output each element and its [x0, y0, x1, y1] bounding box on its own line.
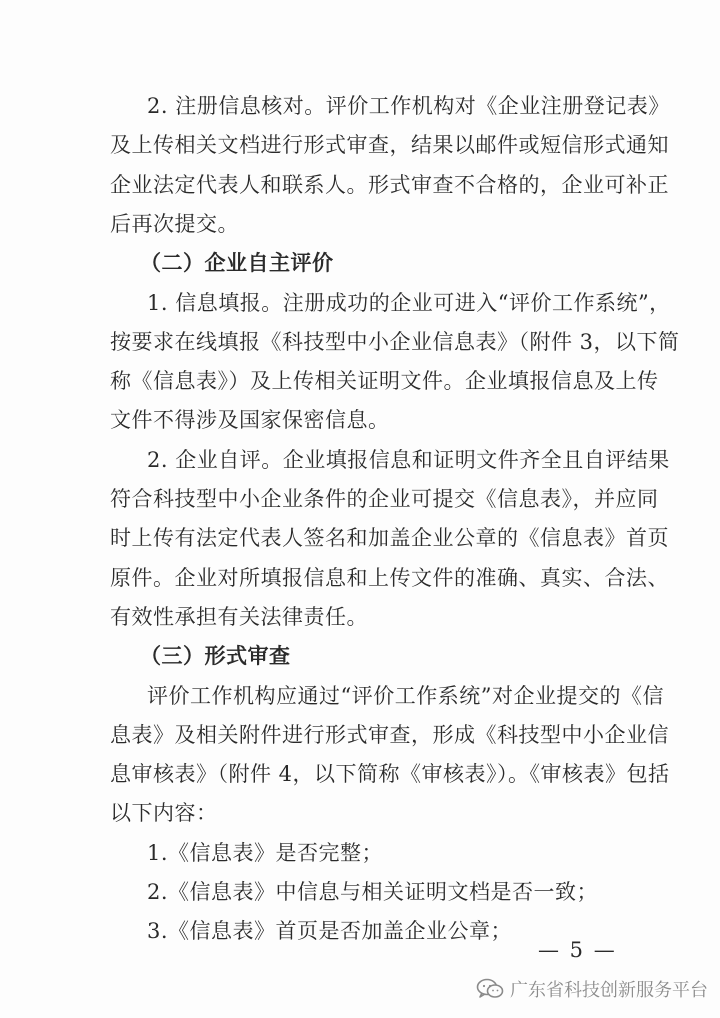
heading-text: （二）企业自主评价	[140, 250, 334, 275]
text-line: 原件。企业对所填报信息和上传文件的准确、真实、合法、	[110, 566, 669, 590]
text-line: 按要求在线填报《科技型中小企业信息表》（附件 3，以下简	[110, 330, 680, 354]
text-line: 1.《信息表》是否完整；	[147, 841, 384, 865]
text-line: 评价工作机构应通过“评价工作系统”对企业提交的《信	[147, 684, 664, 708]
page-number: — 5 —	[538, 938, 617, 962]
text-line: 1. 信息填报。注册成功的企业可进入“评价工作系统”，	[147, 291, 671, 315]
text-line: 有效性承担有关法律责任。	[110, 605, 368, 629]
text-line: 企业法定代表人和联系人。形式审查不合格的，企业可补正	[110, 173, 669, 197]
text-line: 时上传有法定代表人签名和加盖企业公章的《信息表》首页	[110, 526, 669, 550]
text-line: 2. 注册信息核对。评价工作机构对《企业注册登记表》	[147, 94, 670, 118]
text-line: 及上传相关文档进行形式审查，结果以邮件或短信形式通知	[110, 133, 669, 157]
text-line: 3.《信息表》首页是否加盖企业公章；	[147, 919, 513, 943]
text-line: 息审核表》（附件 4，以下简称《审核表》）。《审核表》包括	[110, 762, 670, 786]
text-line: 2.《信息表》中信息与相关证明文档是否一致；	[147, 880, 599, 904]
text-line: 以下内容：	[110, 801, 218, 825]
heading-text: （三）形式审查	[140, 643, 291, 668]
text-line: 文件不得涉及国家保密信息。	[110, 408, 390, 432]
text-line: 息表》及相关附件进行形式审查，形成《科技型中小企业信	[110, 723, 669, 747]
text-line: 后再次提交。	[110, 212, 239, 236]
watermark-text: 广东省科技创新服务平台	[510, 980, 708, 1001]
watermark	[476, 977, 708, 1001]
text-line: 2. 企业自评。企业填报信息和证明文件齐全且自评结果	[147, 448, 670, 472]
text-line: 符合科技型中小企业条件的企业可提交《信息表》，并应同	[110, 487, 659, 511]
wechat-icon	[476, 978, 504, 1000]
text-line: 称《信息表》）及上传相关证明文件。企业填报信息及上传	[110, 369, 659, 393]
